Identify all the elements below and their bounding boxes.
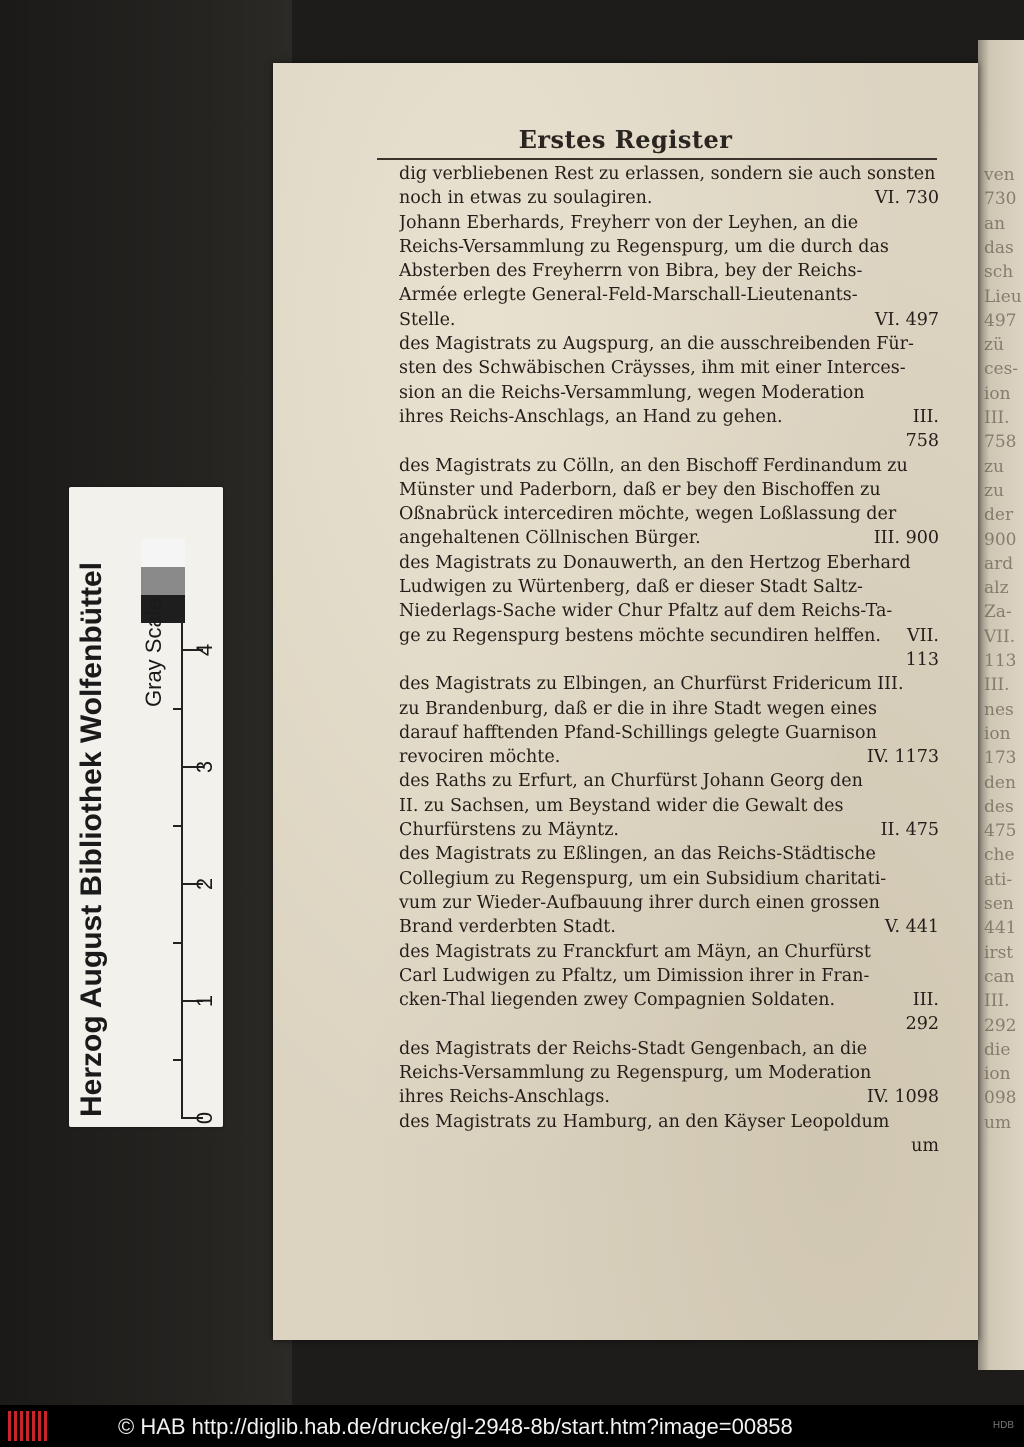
next-page-fragment: III. — [984, 675, 1010, 696]
book-page — [273, 63, 978, 1340]
text-line — [399, 624, 939, 648]
next-page-fragment: III. — [984, 408, 1010, 428]
line-text: des Magistrats zu Eßlingen, an das Reichs-Städtische — [399, 844, 876, 865]
next-page-fragment: des — [984, 796, 1014, 817]
text-line — [399, 308, 939, 332]
next-page-fragment: nes — [984, 699, 1014, 720]
next-page-fragment: 098 — [984, 1088, 1017, 1109]
line-text: ge zu Regenspurg bestens möchte secundiren helffen. — [399, 625, 881, 646]
footer-bar — [0, 1405, 1024, 1447]
gray-scale-label: Gray Scale — [141, 598, 166, 707]
line-reference: V. 441 — [884, 917, 939, 938]
swatch-white — [141, 539, 185, 567]
register-text — [399, 162, 939, 1158]
footer-copyright-link[interactable]: © HAB http://diglib.hab.de/drucke/gl-2948-8b/start.htm?image=00858 — [118, 1414, 793, 1439]
next-page-fragment: ion — [984, 723, 1011, 744]
text-line — [399, 1110, 939, 1134]
text-line — [399, 502, 939, 526]
text-line — [399, 381, 939, 405]
line-text: cken-Thal liegenden zwey Compagnien Soldaten. — [399, 990, 836, 1011]
line-text: II. zu Sachsen, um Beystand wider die Gewalt des — [399, 795, 844, 816]
text-line — [399, 1085, 939, 1109]
text-line — [399, 405, 939, 429]
text-line — [399, 697, 939, 721]
text-line — [399, 818, 939, 842]
next-page-fragment: um — [984, 1112, 1012, 1133]
line-reference: VI. 730 — [874, 188, 939, 209]
line-reference: IV. 1098 — [866, 1087, 939, 1108]
ruler-number: 3 — [192, 760, 217, 774]
line-text: ihres Reichs-Anschlags. — [399, 1087, 610, 1108]
next-page-fragment: Lieu — [984, 286, 1022, 307]
next-page-fragment: 113 — [984, 651, 1017, 671]
ruler-number: 1 — [192, 994, 217, 1008]
next-page-fragment: der — [984, 505, 1014, 526]
running-head: Erstes Register — [518, 125, 733, 154]
line-reference: III. — [912, 990, 939, 1011]
ruler-tick — [173, 708, 183, 710]
text-line — [399, 915, 939, 939]
text-line — [399, 211, 939, 235]
text-line — [399, 769, 939, 793]
institution-label: Herzog August Bibliothek Wolfenbüttel — [75, 562, 108, 1117]
text-line — [399, 454, 939, 478]
next-page-fragment: sch — [984, 262, 1014, 283]
line-text: noch in etwas zu soulagiren. — [399, 188, 653, 209]
next-page-fragment: irst — [984, 942, 1014, 963]
line-reference: III. — [912, 406, 939, 427]
text-line — [399, 1134, 939, 1158]
text-line — [399, 672, 939, 696]
footer-mark: HDB — [992, 1420, 1014, 1431]
line-text: Münster und Paderborn, daß er bey den Bischoffen zu — [399, 479, 881, 500]
text-line — [399, 332, 939, 356]
line-text: dig verbliebenen Rest zu erlassen, sondern sie auch sonsten — [399, 164, 936, 184]
text-line — [399, 940, 939, 964]
line-text: Ludwigen zu Würtenberg, daß er dieser Stadt Saltz- — [399, 577, 863, 598]
next-page-fragment: 730 — [984, 189, 1017, 210]
text-line — [399, 1061, 939, 1085]
next-page-fragment: zü — [984, 335, 1004, 356]
line-text: zu Brandenburg, daß er die in ihre Stadt wegen eines — [399, 698, 877, 719]
next-page-fragment: 475 — [984, 821, 1017, 842]
ruler-line — [181, 617, 183, 1117]
line-text: Stelle. — [399, 309, 456, 330]
next-page-fragment: zu — [984, 480, 1004, 501]
line-text: sion an die Reichs-Versammlung, wegen Moderation — [399, 382, 865, 403]
next-page-fragment: ion — [984, 1064, 1011, 1085]
line-text: ihres Reichs-Anschlags, an Hand zu gehen. — [399, 406, 783, 427]
next-page-fragment: ati- — [984, 869, 1013, 890]
next-page-edge — [978, 40, 1024, 1370]
line-text: revociren möchte. — [399, 747, 561, 768]
text-line — [399, 478, 939, 502]
line-text: vum zur Wieder-Aufbauung ihrer durch einen grossen — [399, 892, 880, 913]
next-page-fragment: VII. — [984, 626, 1016, 647]
line-text: Johann Eberhards, Freyherr von der Leyhen, an die — [399, 212, 859, 233]
line-text: Churfürstens zu Mäyntz. — [399, 820, 619, 841]
line-text: Armée erlegte General-Feld-Marschall-Lieutenants- — [399, 285, 858, 306]
line-reference: II. 475 — [880, 820, 939, 841]
text-line — [399, 162, 939, 186]
line-text: Brand verderbten Stadt. — [399, 917, 616, 938]
text-line — [399, 891, 939, 915]
next-page-fragment: an — [984, 213, 1006, 234]
text-line — [399, 842, 939, 866]
line-reference: III. 900 — [873, 528, 939, 549]
line-reference: IV. 1173 — [866, 747, 939, 768]
line-text: Carl Ludwigen zu Pfaltz, um Dimission ihrer in Fran- — [399, 965, 870, 986]
line-reference: VII. — [906, 625, 939, 646]
text-line — [399, 429, 939, 453]
next-page-fragment: ard — [984, 553, 1014, 574]
next-page-fragment: 900 — [984, 529, 1017, 550]
next-page-fragment: Za- — [984, 602, 1012, 623]
line-reference: 292 — [905, 1014, 939, 1035]
next-page-fragment: das — [984, 237, 1014, 258]
line-text: des Magistrats zu Franckfurt am Mäyn, an Churfürst — [399, 941, 871, 962]
text-line — [399, 964, 939, 988]
line-text: Absterben des Freyherrn von Bibra, bey der Reichs- — [399, 261, 863, 282]
hab-logo-icon — [8, 1411, 48, 1441]
ruler-number: 2 — [192, 877, 217, 891]
ruler-tick — [173, 825, 183, 827]
line-text: Reichs-Versammlung zu Regenspurg, um Moderation — [399, 1062, 872, 1083]
next-page-fragment: ven — [984, 165, 1015, 185]
header-rule — [377, 158, 937, 160]
next-page-fragment: 292 — [984, 1015, 1017, 1036]
line-text: des Magistrats zu Cölln, an den Bischoff Ferdinandum zu — [399, 455, 908, 476]
text-line — [399, 721, 939, 745]
text-line — [399, 1012, 939, 1036]
ruler-number: 4 — [192, 643, 217, 657]
text-line — [399, 551, 939, 575]
swatch-gray — [141, 567, 185, 595]
text-line — [399, 575, 939, 599]
next-page-fragment: che — [984, 845, 1015, 866]
line-text: des Magistrats zu Elbingen, an Churfürst Fridericum III. — [399, 674, 904, 695]
text-line — [399, 988, 939, 1012]
line-text: sten des Schwäbischen Cräysses, ihm mit einer Interces- — [399, 358, 906, 379]
text-line — [399, 867, 939, 891]
next-page-fragment: 758 — [984, 432, 1017, 453]
next-page-fragment: III. — [984, 991, 1010, 1012]
line-reference: um — [911, 1135, 939, 1156]
line-reference: 113 — [905, 649, 939, 670]
line-text: des Magistrats zu Donauwerth, an den Hertzog Eberhard — [399, 552, 911, 573]
ruler-tick — [173, 942, 183, 944]
line-text: Niederlags-Sache wider Chur Pfaltz auf dem Reichs-Ta- — [399, 601, 893, 622]
line-text: Oßnabrück intercediren möchte, wegen Loßlassung der — [399, 504, 897, 525]
next-page-fragment: sen — [984, 894, 1014, 914]
line-text: des Magistrats zu Augspurg, an die ausschreibenden Für- — [399, 334, 914, 355]
color-reference-card — [69, 487, 223, 1127]
line-text: Reichs-Versammlung zu Regenspurg, um die durch das — [399, 236, 889, 257]
text-line — [399, 186, 939, 210]
next-page-fragment: can — [984, 966, 1015, 987]
line-text: des Raths zu Erfurt, an Churfürst Johann Georg den — [399, 771, 863, 792]
line-text: Collegium zu Regenspurg, um ein Subsidium charitati- — [399, 868, 887, 889]
line-text: des Magistrats zu Hamburg, an den Käyser Leopoldum — [399, 1111, 890, 1132]
text-line — [399, 235, 939, 259]
next-page-fragment: 441 — [984, 918, 1017, 939]
line-reference: 758 — [905, 431, 939, 452]
ruler-number: 0 — [192, 1111, 217, 1125]
line-text: darauf hafftenden Pfand-Schillings gelegte Guarnison — [399, 722, 877, 743]
text-line — [399, 794, 939, 818]
text-line — [399, 648, 939, 672]
line-reference: VI. 497 — [874, 309, 939, 330]
next-page-fragment: 173 — [984, 748, 1017, 769]
text-line — [399, 599, 939, 623]
next-page-fragment: die — [984, 1039, 1011, 1060]
next-page-fragment: ces- — [984, 359, 1019, 380]
text-line — [399, 1037, 939, 1061]
line-text: des Magistrats der Reichs-Stadt Gengenbach, an die — [399, 1038, 868, 1059]
next-page-fragment: alz — [984, 578, 1009, 599]
ruler-tick — [173, 1059, 183, 1061]
text-line — [399, 745, 939, 769]
text-line — [399, 526, 939, 550]
text-line — [399, 356, 939, 380]
text-line — [399, 283, 939, 307]
line-text: angehaltenen Cöllnischen Bürger. — [399, 528, 701, 549]
next-page-fragment: den — [984, 772, 1016, 793]
next-page-fragment: 497 — [984, 310, 1017, 331]
next-page-fragment: zu — [984, 456, 1004, 477]
next-page-fragment: ion — [984, 383, 1011, 404]
text-line — [399, 259, 939, 283]
